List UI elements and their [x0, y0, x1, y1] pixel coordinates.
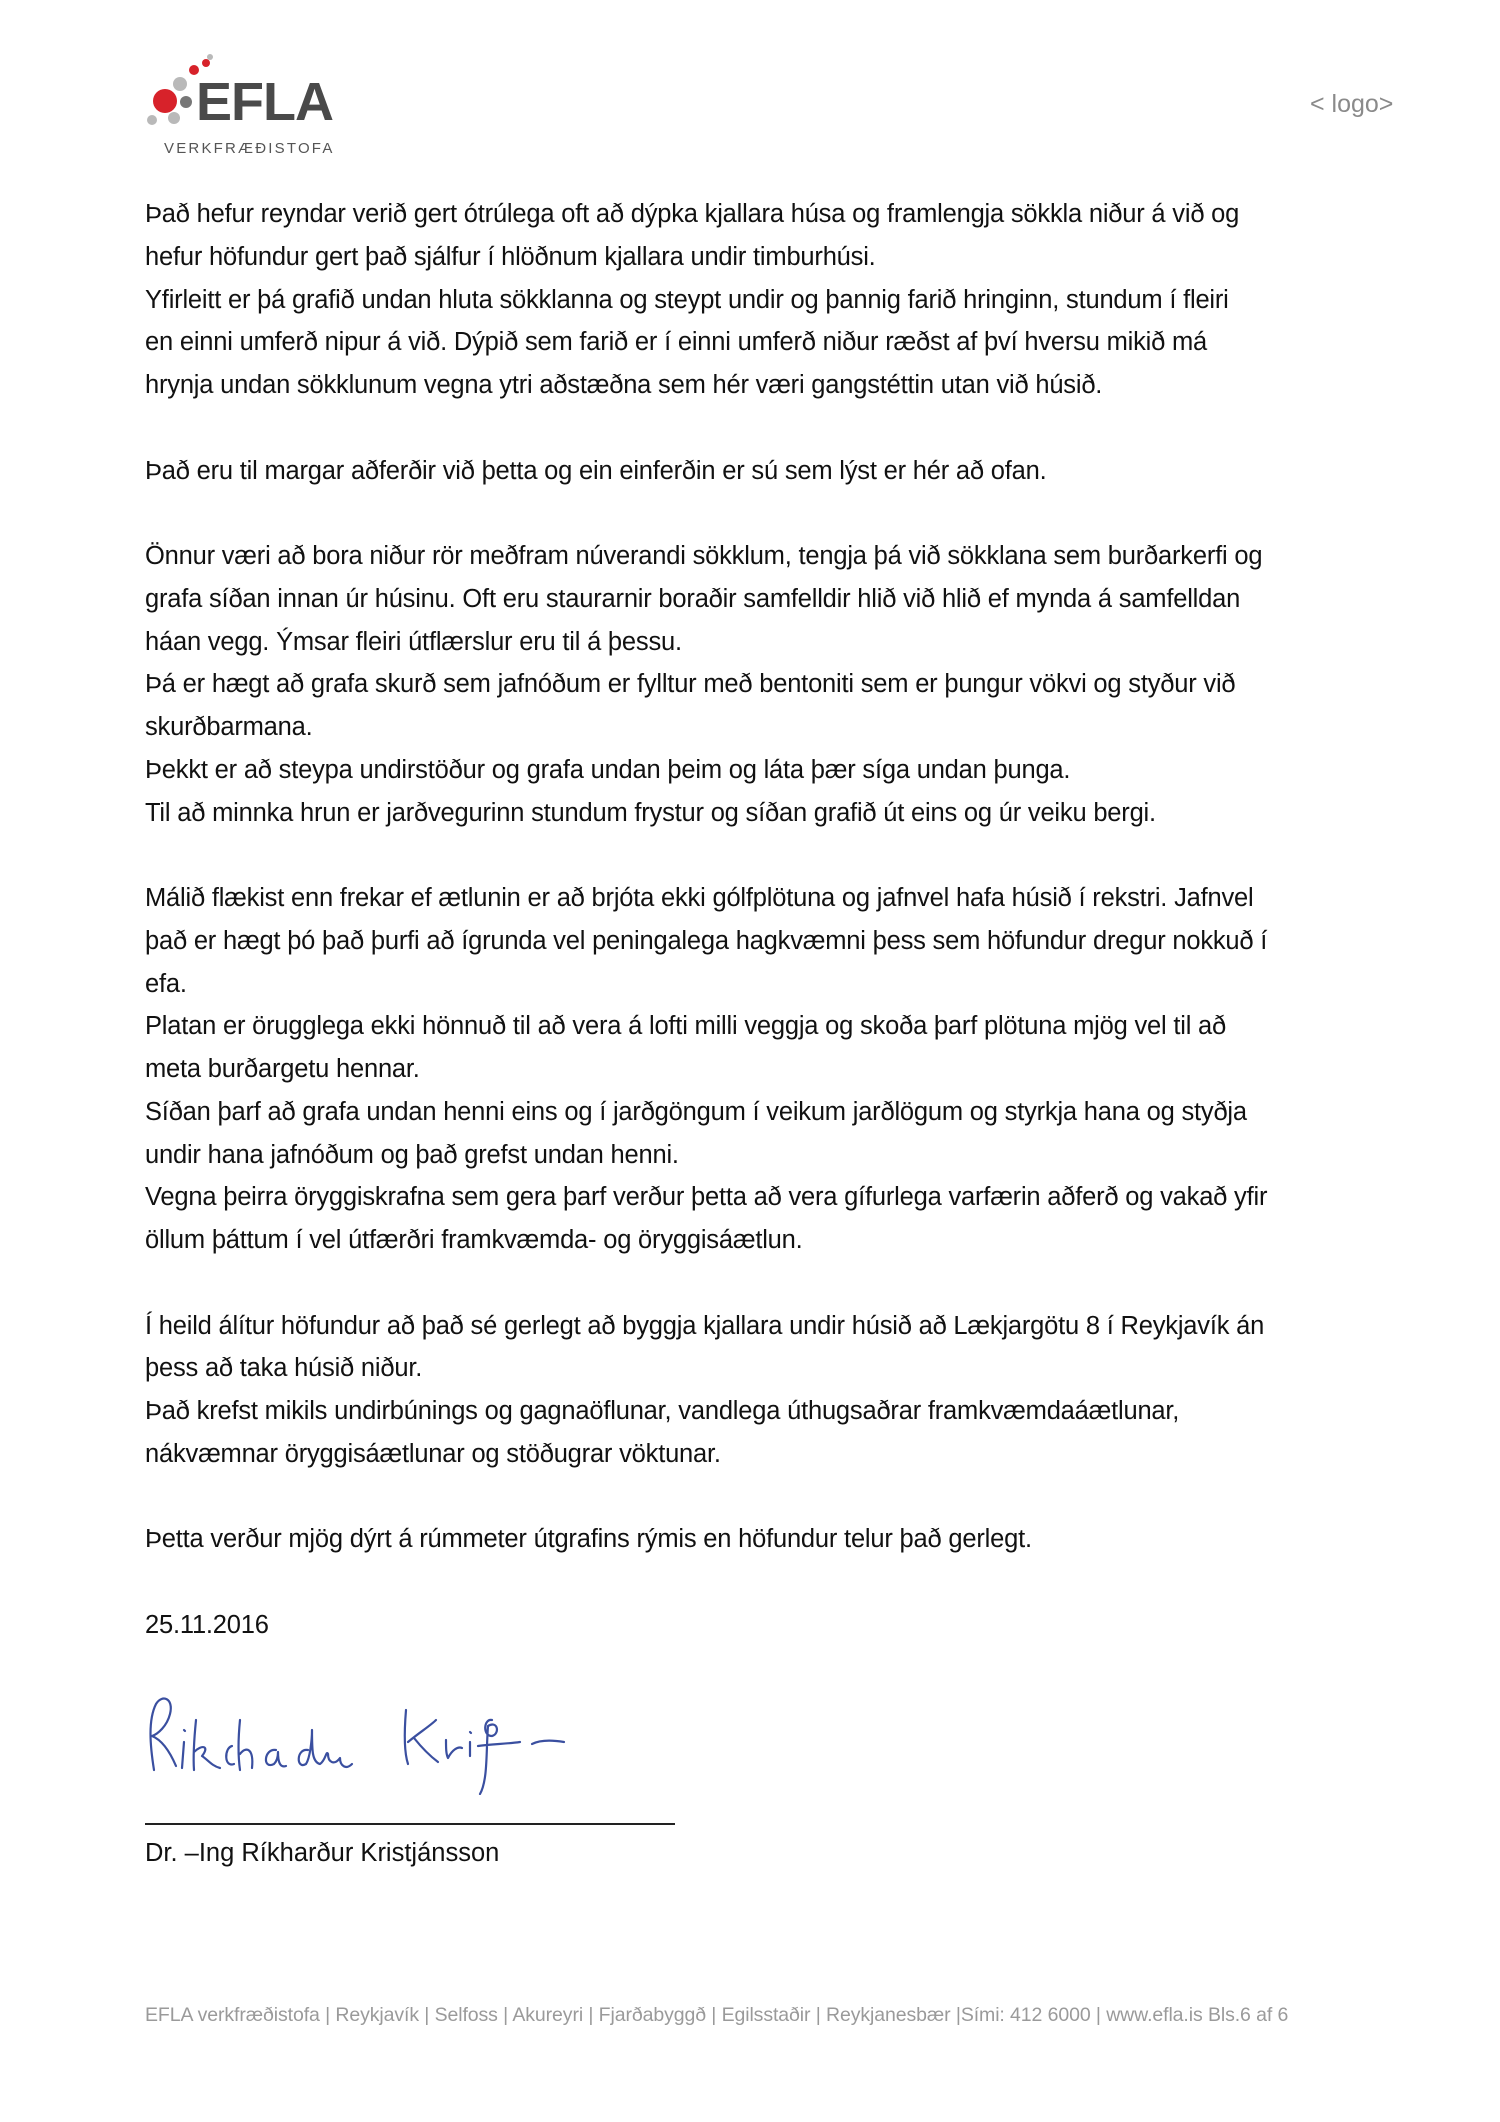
blank-line	[145, 407, 1435, 450]
text-line: Yfirleitt er þá grafið undan hluta sökklanna og steypt undir og þannig farið hringinn, stundum í fleiri	[145, 285, 1229, 314]
text-line: grafa síðan innan úr húsinu. Oft eru staurarnir boraðir samfelldir hlið við hlið ef mynda á samfelldan	[145, 584, 1241, 613]
text-line: en einni umferð nipur á við. Dýpið sem farið er í einni umferð niður ræðst af því hversu mikið má	[145, 328, 1207, 357]
logo-placeholder: < logo>	[1310, 90, 1394, 118]
text-line: Önnur væri að bora niður rör meðfram núverandi sökklum, tengja þá við sökklana sem burðarkerfi og	[145, 542, 1263, 570]
text-line: Það hefur reyndar verið gert ótrúlega oft að dýpka kjallara húsa og framlengja sökkla niður á við og	[145, 200, 1240, 228]
text-line: hefur höfundur gert það sjálfur í hlöðnum kjallara undir timburhúsi.	[145, 242, 876, 271]
text-line: öllum þáttum í vel útfærðri framkvæmda- og öryggisáætlun.	[145, 1226, 803, 1254]
text-line: Þetta verður mjög dýrt á rúmmeter útgrafins rýmis en höfundur telur það gerlegt.	[145, 1525, 1032, 1554]
signature-line	[145, 1823, 675, 1825]
text-line: Í heild álítur höfundur að það sé gerlegt að byggja kjallara undir húsið að Lækjargötu 8 í Reykjavík án	[145, 1311, 1265, 1340]
text-line: efa.	[145, 969, 187, 998]
efla-logo	[144, 54, 366, 156]
page-footer: EFLA verkfræðistofa | Reykjavík | Selfoss | Akureyri | Fjarðabyggð | Egilsstaðir | Reykjanesbær |Sími: 412 6000 | www.efla.is Bls.6 af 6	[145, 2004, 1289, 2026]
text-line: Þekkt er að steypa undirstöður og grafa undan þeim og láta þær síga undan þunga.	[145, 755, 1071, 784]
text-line: nákvæmnar öryggisáætlunar og stöðugrar vöktunar.	[145, 1439, 721, 1468]
blank-line	[145, 1262, 1435, 1305]
text-line: Málið flækist enn frekar ef ætlunin er að brjóta ekki gólfplötuna og jafnvel hafa húsið í rekstri. Jafnvel	[145, 884, 1254, 912]
text-line: Síðan þarf að grafa undan henni eins og í jarðgöngum í veikum jarðlögum og styrkja hana og styðja	[145, 1097, 1247, 1126]
text-line: undir hana jafnóðum og það grefst undan henni.	[145, 1140, 679, 1169]
text-line: hrynja undan sökklunum vegna ytri aðstæðna sem hér væri gangstéttin utan við húsið.	[145, 371, 1103, 399]
blank-line	[145, 834, 1435, 877]
blank-line	[145, 1561, 1435, 1604]
letter-date: 25.11.2016	[145, 1610, 269, 1639]
text-line: Vegna þeirra öryggiskrafna sem gera þarf verður þetta að vera gífurlega varfærin aðferð og vakað yfir	[145, 1183, 1268, 1212]
text-line: Það krefst mikils undirbúnings og gagnaöflunar, vandlega úthugsaðrar framkvæmdaáætlunar,	[145, 1397, 1180, 1425]
text-line: skurðbarmana.	[145, 713, 313, 741]
text-line: það er hægt þó það þurfi að ígrunda vel peningalega hagkvæmni þess sem höfundur dregur nokkuð í	[145, 926, 1268, 955]
logo-subtext: VERKFRÆÐISTOFA	[164, 140, 335, 156]
signer-name: Dr. –Ing Ríkharður Kristjánsson	[145, 1839, 500, 1867]
text-line: meta burðargetu hennar.	[145, 1055, 420, 1083]
text-line: þess að taka húsið niður.	[145, 1354, 423, 1383]
handwritten-signature	[140, 1690, 590, 1795]
letter-body	[145, 193, 1435, 1647]
logo-wordmark: EFLA	[196, 72, 333, 132]
blank-line	[145, 492, 1435, 535]
blank-line	[145, 1476, 1435, 1519]
text-line: Það eru til margar aðferðir við þetta og ein einferðin er sú sem lýst er hér að ofan.	[145, 456, 1047, 485]
text-line: Til að minnka hrun er jarðvegurinn stundum frystur og síðan grafið út eins og úr veiku bergi.	[145, 798, 1156, 827]
text-line: Platan er örugglega ekki hönnuð til að vera á lofti milli veggja og skoða þarf plötuna mjög vel til að	[145, 1012, 1227, 1041]
text-line: háan vegg. Ýmsar fleiri útflærslur eru til á þessu.	[145, 627, 682, 656]
text-line: Þá er hægt að grafa skurð sem jafnóðum er fylltur með bentoniti sem er þungur vökvi og styður við	[145, 670, 1236, 699]
